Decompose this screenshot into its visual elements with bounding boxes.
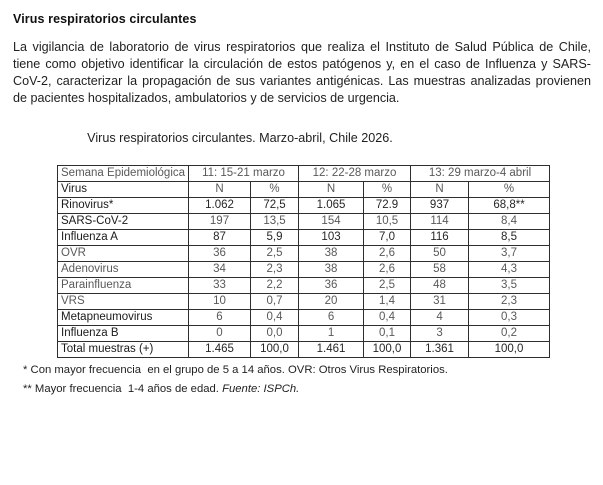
value-cell: 0,1	[364, 326, 411, 342]
value-cell: 937	[411, 198, 469, 214]
value-cell: 3,5	[469, 278, 550, 294]
table-row	[58, 310, 550, 326]
value-cell: 2,3	[469, 294, 550, 310]
value-cell: 3,7	[469, 246, 550, 262]
measure-header-cell: N	[411, 182, 469, 198]
value-cell: 38	[299, 262, 364, 278]
value-cell: 8,4	[469, 214, 550, 230]
value-cell: 103	[299, 230, 364, 246]
table-row	[58, 230, 550, 246]
value-cell: 33	[189, 278, 251, 294]
footnote-1: * Con mayor frecuencia en el grupo de 5 a 14 años. OVR: Otros Virus Respiratorios.	[23, 364, 448, 376]
table-row	[58, 262, 550, 278]
value-cell: 2,6	[364, 262, 411, 278]
value-cell: 6	[299, 310, 364, 326]
value-cell: 5,9	[251, 230, 299, 246]
measure-header-cell: %	[364, 182, 411, 198]
table-row	[58, 214, 550, 230]
footnote-2	[23, 383, 299, 395]
measure-header-cell: %	[469, 182, 550, 198]
value-cell: 34	[189, 262, 251, 278]
week-header-cell: 12: 22-28 marzo	[299, 166, 411, 182]
table-row	[58, 326, 550, 342]
value-cell: 36	[299, 278, 364, 294]
header-measure-row	[58, 182, 550, 198]
value-cell: 1.065	[299, 198, 364, 214]
intro-paragraph: La vigilancia de laboratorio de virus respiratorios que realiza el Instituto de Salud Pública de Chile, tiene como objetivo identificar la circulación de estos patógenos y, en el caso de Influenza y SARS-CoV-2, caracterizar la propagación de sus variantes antigénicas. Las muestras analizadas provienen de pacientes hospitalizados, ambulatorios y de servicios de urgencia.	[13, 40, 591, 106]
value-cell: 2,2	[251, 278, 299, 294]
value-cell: 1.461	[299, 342, 364, 358]
virus-surveillance-table	[57, 165, 550, 358]
table-row	[58, 342, 550, 358]
header-week-row	[58, 166, 550, 182]
virus-name-cell: Parainfluenza	[58, 278, 189, 294]
value-cell: 100,0	[469, 342, 550, 358]
value-cell: 31	[411, 294, 469, 310]
table-row	[58, 278, 550, 294]
value-cell: 13,5	[251, 214, 299, 230]
value-cell: 2,6	[364, 246, 411, 262]
virus-table-body	[58, 198, 550, 358]
value-cell: 72.9	[364, 198, 411, 214]
virus-name-cell: OVR	[58, 246, 189, 262]
table-row	[58, 198, 550, 214]
value-cell: 48	[411, 278, 469, 294]
value-cell: 100,0	[364, 342, 411, 358]
week-header-cell: 11: 15-21 marzo	[189, 166, 299, 182]
value-cell: 10	[189, 294, 251, 310]
value-cell: 0,7	[251, 294, 299, 310]
value-cell: 116	[411, 230, 469, 246]
value-cell: 1	[299, 326, 364, 342]
value-cell: 0,2	[469, 326, 550, 342]
value-cell: 1.062	[189, 198, 251, 214]
value-cell: 2,5	[364, 278, 411, 294]
value-cell: 0,3	[469, 310, 550, 326]
value-cell: 20	[299, 294, 364, 310]
value-cell: 38	[299, 246, 364, 262]
measure-header-cell: %	[251, 182, 299, 198]
table-row	[58, 246, 550, 262]
virus-name-cell: Total muestras (+)	[58, 342, 189, 358]
measure-header-cell: N	[189, 182, 251, 198]
value-cell: 114	[411, 214, 469, 230]
virus-name-cell: SARS-CoV-2	[58, 214, 189, 230]
value-cell: 0,4	[364, 310, 411, 326]
value-cell: 1.465	[189, 342, 251, 358]
value-cell: 72,5	[251, 198, 299, 214]
value-cell: 197	[189, 214, 251, 230]
value-cell: 0	[189, 326, 251, 342]
value-cell: 1.361	[411, 342, 469, 358]
value-cell: 7,0	[364, 230, 411, 246]
footnote-2-source: Fuente: ISPCh.	[222, 383, 300, 395]
value-cell: 0,0	[251, 326, 299, 342]
virus-name-cell: Rinovirus*	[58, 198, 189, 214]
value-cell: 4	[411, 310, 469, 326]
document-title: Virus respiratorios circulantes	[13, 12, 197, 26]
value-cell: 154	[299, 214, 364, 230]
value-cell: 4,3	[469, 262, 550, 278]
value-cell: 68,8**	[469, 198, 550, 214]
measure-header-cell: N	[299, 182, 364, 198]
value-cell: 3	[411, 326, 469, 342]
value-cell: 10,5	[364, 214, 411, 230]
table-row	[58, 294, 550, 310]
virus-name-cell: Influenza B	[58, 326, 189, 342]
value-cell: 100,0	[251, 342, 299, 358]
value-cell: 2,5	[251, 246, 299, 262]
virus-header-cell: Virus	[58, 182, 189, 198]
value-cell: 8,5	[469, 230, 550, 246]
value-cell: 0,4	[251, 310, 299, 326]
table-caption: Virus respiratorios circulantes. Marzo-abril, Chile 2026.	[87, 131, 393, 145]
virus-name-cell: VRS	[58, 294, 189, 310]
value-cell: 87	[189, 230, 251, 246]
virus-name-cell: Influenza A	[58, 230, 189, 246]
value-cell: 50	[411, 246, 469, 262]
value-cell: 2,3	[251, 262, 299, 278]
week-header-cell: 13: 29 marzo-4 abril	[411, 166, 550, 182]
virus-name-cell: Metapneumovirus	[58, 310, 189, 326]
corner-header-cell: Semana Epidemiológica	[58, 166, 189, 182]
value-cell: 6	[189, 310, 251, 326]
virus-name-cell: Adenovirus	[58, 262, 189, 278]
value-cell: 36	[189, 246, 251, 262]
value-cell: 58	[411, 262, 469, 278]
footnote-2-text: ** Mayor frecuencia 1-4 años de edad.	[23, 383, 223, 395]
value-cell: 1,4	[364, 294, 411, 310]
